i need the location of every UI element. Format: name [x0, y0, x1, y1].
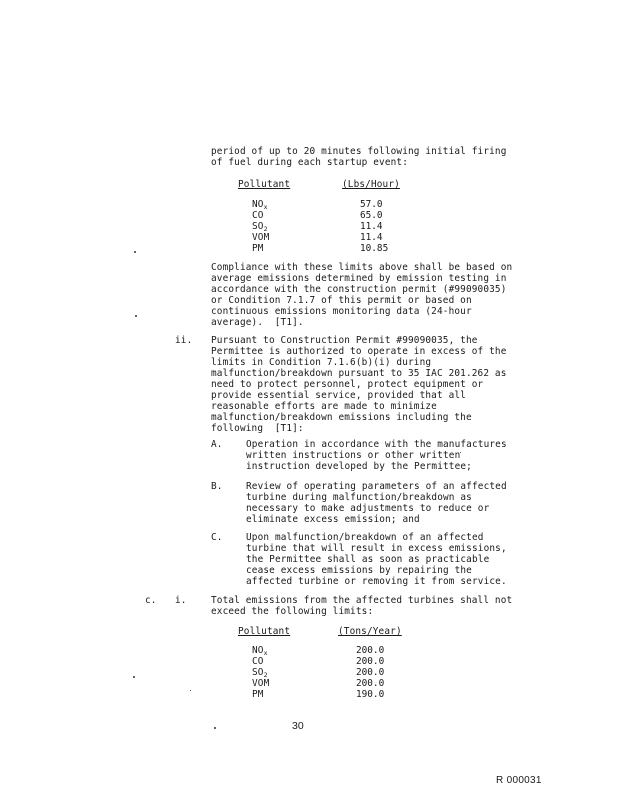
table2-row-value: 190.0 — [356, 689, 385, 700]
item-ii-line-8: malfunction/breakdown emissions including the — [211, 412, 472, 423]
table1-row-value: 11.4 — [360, 221, 383, 232]
scan-speck — [190, 690, 191, 691]
sub-item-c-line-2: turbine that will result in excess emissions, — [246, 543, 507, 554]
section-c-sub-marker: i. — [175, 595, 187, 606]
item-ii-marker: ii. — [175, 335, 193, 346]
table2-header-pollutant: Pollutant — [238, 626, 291, 637]
scan-speck — [133, 676, 135, 678]
compliance-line-5: continuous emissions monitoring data (24-hour — [211, 306, 472, 317]
item-ii-line-9: following [T1]: — [211, 423, 304, 434]
table2-row-value: 200.0 — [356, 645, 385, 656]
table1-row-label: $NO_x$ — [252, 199, 268, 211]
sub-item-b-marker: B. — [211, 481, 223, 492]
table2-row-label: $SO_2$ — [252, 667, 268, 679]
table2-row-label: VOM — [252, 678, 270, 689]
sub-item-b-line-2: turbine during malfunction/breakdown as — [246, 492, 472, 503]
table1-row-label: VOM — [252, 232, 270, 243]
table2-row-label: PM — [252, 689, 264, 700]
compliance-line-1: Compliance with these limits above shall be based on — [211, 262, 513, 273]
scan-speck — [460, 452, 461, 453]
table2-row-value: 200.0 — [356, 678, 385, 689]
sub-item-a-marker: A. — [211, 439, 223, 450]
item-ii-line-3: limits in Condition 7.1.6(b)(i) during — [211, 357, 432, 368]
compliance-line-3: accordance with the construction permit (#99090035) — [211, 284, 507, 295]
section-c-line-1: Total emissions from the affected turbines shall not — [211, 595, 513, 606]
sub-item-b-line-3: necessary to make adjustments to reduce or — [246, 503, 490, 514]
item-ii-line-1: Pursuant to Construction Permit #99090035, the — [211, 335, 478, 346]
sub-item-b-line-1: Review of operating parameters of an affected — [246, 481, 507, 492]
item-ii-line-5: need to protect personnel, protect equipment or — [211, 379, 484, 390]
table2-row-label: CO — [252, 656, 264, 667]
intro-line-2: of fuel during each startup event: — [211, 157, 409, 168]
sub-item-c-line-5: affected turbine or removing it from service. — [246, 576, 507, 587]
table1-row-label: $SO_2$ — [252, 221, 268, 233]
bates-number: R 000031 — [496, 775, 542, 786]
section-c-line-2: exceed the following limits: — [211, 606, 374, 617]
table1-row-value: 65.0 — [360, 210, 383, 221]
table1-row-value: 11.4 — [360, 232, 383, 243]
sub-item-b-line-4: eliminate excess emission; and — [246, 514, 420, 525]
table2-row-value: 200.0 — [356, 656, 385, 667]
sub-item-c-line-3: the Permittee shall as soon as practicable — [246, 554, 490, 565]
table1-row-value: 57.0 — [360, 199, 383, 210]
compliance-line-6: average). [T1]. — [211, 317, 304, 328]
table2-row-value: 200.0 — [356, 667, 385, 678]
sub-item-a-line-2: written instructions or other written — [246, 450, 461, 461]
sub-item-c-line-4: cease excess emissions by repairing the — [246, 565, 472, 576]
sub-item-a-line-3: instruction developed by the Permittee; — [246, 461, 472, 472]
scan-speck — [135, 315, 137, 317]
section-c-marker: c. — [145, 595, 157, 606]
table1-row-value: 10.85 — [360, 243, 389, 254]
table2-header-unit: (Tons/Year) — [338, 626, 402, 637]
item-ii-line-4: malfunction/breakdown pursuant to 35 IAC 201.262 as — [211, 368, 507, 379]
item-ii-line-7: reasonable efforts are made to minimize — [211, 401, 437, 412]
compliance-line-2: average emissions determined by emission testing in — [211, 273, 507, 284]
scan-speck — [134, 251, 136, 253]
scan-speck — [214, 727, 216, 729]
compliance-line-4: or Condition 7.1.7 of this permit or based on — [211, 295, 472, 306]
page-number: 30 — [292, 720, 304, 732]
sub-item-c-marker: C. — [211, 532, 223, 543]
item-ii-line-2: Permittee is authorized to operate in excess of the — [211, 346, 507, 357]
table2-row-label: $NO_x$ — [252, 645, 268, 657]
sub-item-a-line-1: Operation in accordance with the manufactures — [246, 439, 507, 450]
table1-header-unit: (Lbs/Hour) — [342, 179, 400, 190]
table1-row-label: PM — [252, 243, 264, 254]
item-ii-line-6: provide essential service, provided that all — [211, 390, 466, 401]
table1-header-pollutant: Pollutant — [238, 179, 291, 190]
sub-item-c-line-1: Upon malfunction/breakdown of an affected — [246, 532, 484, 543]
table1-row-label: CO — [252, 210, 264, 221]
intro-line-1: period of up to 20 minutes following initial firing — [211, 146, 507, 157]
